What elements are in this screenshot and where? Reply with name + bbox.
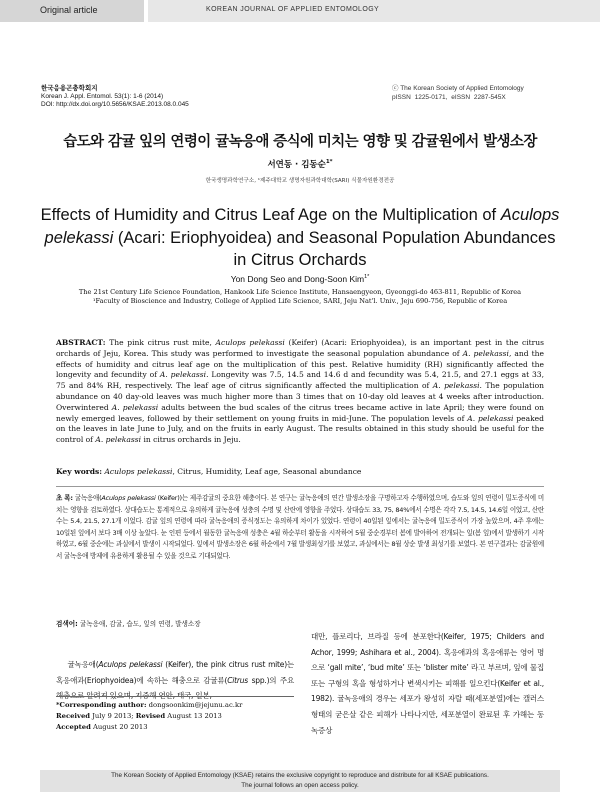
abstract-species: A. pelekassi [462,348,509,358]
body-genus: Citrus [227,675,249,685]
keywords-text: , Citrus, Humidity, Leaf age, Seasonal abundance [172,467,362,476]
corresponding-author [56,700,294,711]
keywords-species: Aculops pelekassi [104,467,173,476]
abstract-text: . The population abundance on 40 day-old leaves was much higher more than 3 times that on 10-day old leaves at 4 weeks after introduction. Overwintered [56,381,545,412]
abstract-korean-text: (Keifer))는 제주감귤의 중요한 해충이다. 본 연구는 귤녹응애의 연간 발생소장을 구명하고자 수행하였으며, 습도와 잎의 연령이 밀도증식에 미치는 영향을 검토하였다. 상대습도는 통계적으로 유의하게 귤녹응애 성충의 수명 및 산란에 영향을 주었다. 상대습도 33, 75, 84%에서 수명은 각각 7.5, 14.5, 14.6일 이었고, 산란수는 5.4, 21.5, 27.1개 이었다. 감귤 잎의 연령에 따라 귤녹응애의 증식정도는 유의하게 차이가 있었다. 연령이 40일된 잎에서는 귤녹응애 밀도증식이 가장 높았으며, 4주 후에는 10일된 잎에서 보다 3배 이상 높았다. 눈 인편 등에서 월동한 귤녹응애 성충은 4월 하순부터 활동을 시작하여 5월 중순경부터 봄에 발아하여 전개되는 잎(봄 잎)에서 발생하기 시작하였고, 6월 중순에는 과실에서 발생이 시작되었다. 잎에서 발생소장은 6월 하순에서 7월 발생최성기를 보였고, 과실에서는 8월 상순 발생 최성기를 보였다. 본 연구결과는 감귤원에서 귤녹응애 방제에 유용하게 활용될 수 있을 것으로 기대되었다. [56,494,544,560]
keywords-korean [56,618,544,628]
abstract-text: (Keifer) (Acari: Eriophyoidea), is an important pest in the citrus orchards of Jeju, Korea. This study was performed to investigate the seasonal population abundance of [56,338,544,358]
society-copyright: ⓒ The Korean Society of Applied Entomology [392,85,524,92]
footnote-block [56,700,294,732]
footer-copyright: The Korean Society of Applied Entomology (KSAE) retains the exclusive copyright to reproduce and distribute for all KSAE publications. [111,772,489,779]
accepted-date: August 20 2013 [90,722,148,731]
abstract-text: peaked on the leaves in late June to July, and on the fruits in early August. The results obtained in this study should be useful for the control of [56,413,544,445]
abstract-korean-label: 초 록: [56,494,73,502]
received-revised [56,711,294,722]
abstract-english [56,338,544,446]
affiliation-english-1: The 21st Century Life Science Foundation, Hankook Life Science Institute, Hansaengyeon, Gyeonggi-do 463-811, Republic of Korea [78,288,522,296]
received-date: July 9 2013; [90,711,136,720]
abstract-species: A. pelekassi [95,435,142,445]
body-text: 귤녹응애( [67,660,99,669]
body-column-right: 대만, 플로리다, 브라질 등에 분포한다(Keifer, 1975; Childers and Achor, 1999; Ashihara et al., 2004). 혹응애과의 혹응애류는 영어 명으로 ‘gall mite’, ‘bud mite’ 또는 ‘blister mite’ 라고 부르며, 잎에 물집 또는 구형의 혹을 형성하거나 변색시키는 피해를 일으킨다(Keifer et al., 1982). 귤녹응애의 경우는 세포가 왕성히 자랄 때(세포분열)에는 캘러스 형태의 굳은살 같은 피해가 나타나지만, 세포분열이 완료된 후 가해는 동녹증상 [311,632,544,735]
authors-korean-names: 서연동 · 김동순 [267,160,326,170]
abstract-species: A. pelekassi [432,381,480,391]
received-label: Received [56,711,91,720]
authors-korean [0,158,600,170]
journal-name-header: KOREAN JOURNAL OF APPLIED ENTOMOLOGY [206,6,380,13]
body-text: spp.)의 주요 [251,675,294,685]
article-type-label: Original article [40,5,98,15]
keywords-korean-text: 귤녹응애, 감귤, 습도, 잎의 연령, 발생소장 [77,620,201,628]
accepted [56,722,294,733]
accepted-label: Accepted [56,722,91,731]
abstract-korean-text: 귤녹응애( [72,494,102,502]
footer-open-access: The journal follows an open access policy. [241,781,359,789]
abstract-text: . Longevity was 7.5, 14.5 and 14.6 d and fecundity was 5.4, 21.5, and 27.1 eggs at 33, 75 and 84% RH, respectively. The leaf age of citrus significantly affected the multiplication of [56,370,544,391]
journal-korean-name: 한국응용곤충학회지 [41,84,98,92]
abstract-species: A. pelekassi [111,402,159,412]
title-english-part1: Effects of Humidity and Citrus Leaf Age on the Multiplication of [40,206,501,224]
abstract-text: , and the effects of humidity and citrus leaf age on the multiplication of this pest. Relative humidity (RH) significantly affected the longevity and fecundity of [56,348,544,380]
keywords-english [56,467,544,476]
corresponding-author-label: *Corresponding author: [56,701,147,709]
keywords-korean-label: 검색어: [56,620,78,628]
abstract-korean [56,493,544,563]
abstract-species: Aculops pelekassi [215,338,285,347]
title-english-part2: (Acari: Eriophyoidea) and Seasonal Population Abundances in Citrus Orchards [113,228,556,269]
journal-doi[interactable]: DOI: http://dx.doi.org/10.5656/KSAE.2013.08.0.045 [41,101,189,109]
abstract-text: in citrus orchards in Jeju. [141,435,241,445]
corresponding-author-email[interactable]: dongsoonkim@jejunu.ac.kr [146,701,243,709]
issn-numbers: pISSN 1225-0171, eISSN 2287-545X [392,94,506,101]
title-english [40,204,560,272]
abstract-text: adults between the bud scales of the citrus trees became active in late April; they were found on newly emerged leaves, followed by their settlement on young fruits in mid-June. The population levels of [56,402,544,423]
abstract-divider [56,486,544,487]
journal-citation: Korean J. Appl. Entomol. 53(1): 1-6 (2014) [41,92,164,100]
revised-label: Revised [135,711,166,720]
authors-english-names: Yon Dong Seo and Dong-Soon Kim [230,274,365,284]
footnote-divider [56,696,294,697]
abstract-label: ABSTRACT: [56,338,106,347]
journal-citation-block [41,84,189,110]
revised-date: August 13 2013 [165,711,222,720]
abstract-text: The pink citrus rust mite, [105,338,216,347]
affiliation-english-2: ¹Faculty of Bioscience and Industry, College of Applied Life Science, SARI, Jeju Nat'l. Univ., Jeju 690-756, Republic of Korea [92,297,508,305]
authors-english [0,274,600,284]
keywords-label: Key words: [56,467,103,476]
body-species: Aculops pelekassi [98,660,163,669]
affiliation-english [60,288,540,306]
title-korean: 습도와 감귤 잎의 연령이 귤녹응애 증식에 미치는 영향 및 감귤원에서 발생소장 [63,134,537,150]
title-english-species: Aculops pelekassi [44,206,560,247]
body-text: (Keifer), the pink citrus rust mite)는 혹응애과(Eriophyoidea)에 속하는 해충으로 감귤류( [56,660,294,685]
society-copyright-block [392,84,524,102]
abstract-korean-species: Aculops pelekassi [101,494,156,502]
footer-text [40,771,560,790]
abstract-species: A. pelekassi [159,370,207,380]
abstract-species: A. pelekassi [467,413,514,423]
authors-korean-sup: 1* [325,159,333,166]
affiliation-korean: 한국생명과학연구소, ¹제주대학교 생명자원과학대학(SARI) 식물자원환경전공 [205,178,395,184]
authors-english-sup: 1* [364,274,370,281]
